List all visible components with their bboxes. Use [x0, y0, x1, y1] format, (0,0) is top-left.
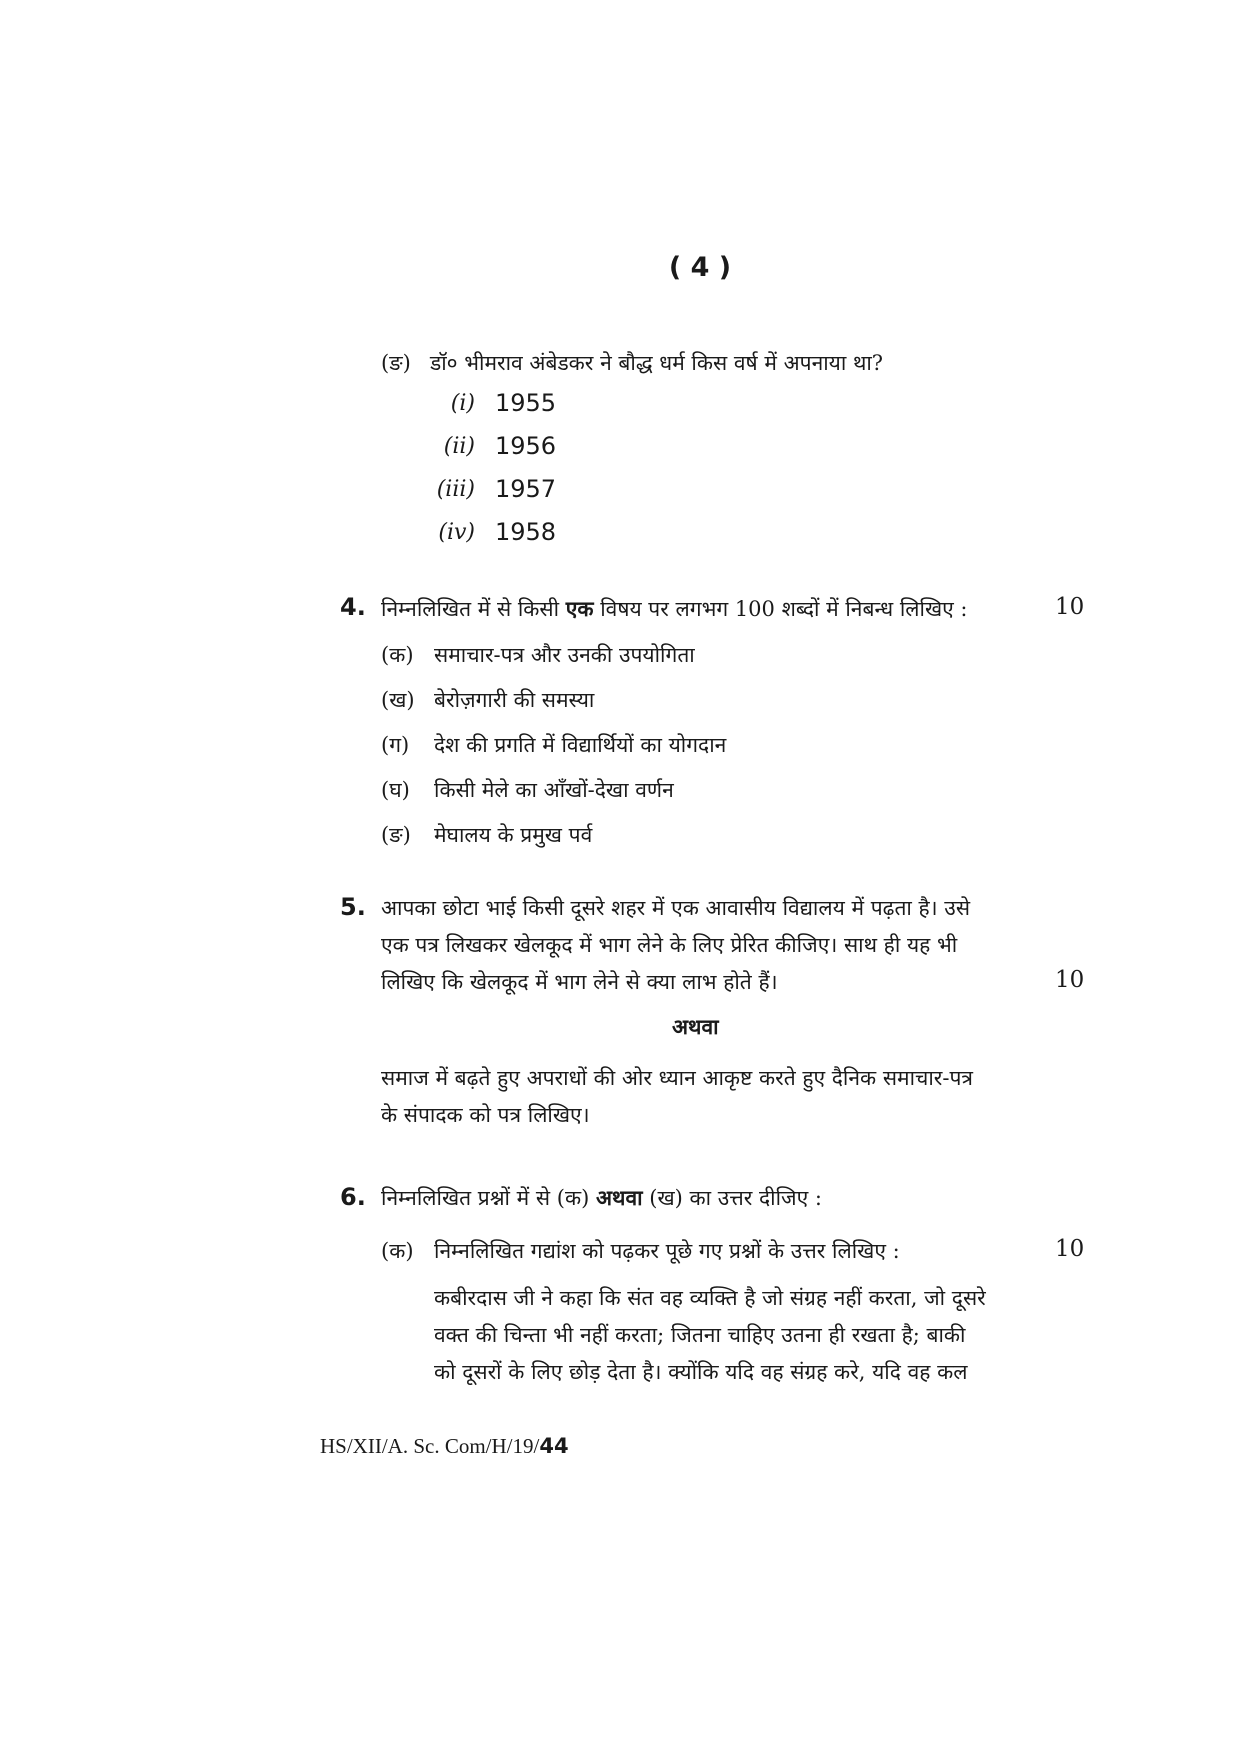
q4-item-label: (घ) — [381, 778, 410, 802]
q4-question — [381, 594, 968, 624]
q6a-marks: 10 — [1055, 1236, 1085, 1262]
q3e-option-label: (iv) — [438, 520, 475, 545]
q4-marks: 10 — [1055, 594, 1085, 620]
paper-code-number: 44 — [539, 1434, 569, 1458]
q6-text-2: (ख) का उत्तर दीजिए : — [649, 1186, 822, 1210]
q3e-option-label: (ii) — [443, 434, 475, 459]
q6a-label: (क) — [381, 1239, 414, 1263]
q3e-option-value: 1958 — [495, 518, 557, 546]
q4-item-label: (ख) — [381, 688, 415, 712]
q4-item-text: समाचार-पत्र और उनकी उपयोगिता — [434, 643, 695, 667]
q6-text-bold: अथवा — [595, 1185, 643, 1210]
q5-alt-line: समाज में बढ़ते हुए अपराधों की ओर ध्यान आकृष्ट करते हुए दैनिक समाचार-पत्र — [381, 1066, 973, 1090]
q4-text-before: निम्नलिखित में से किसी — [381, 597, 560, 621]
paper-code-text: HS/XII/A. Sc. Com/H/19/ — [320, 1434, 540, 1458]
q6a-passage-line: वक्त की चिन्ता भी नहीं करता; जितना चाहिए उतना ही रखता है; बाकी — [434, 1323, 966, 1347]
q3e-label: (ङ) — [381, 351, 411, 375]
q5-number: 5. — [340, 893, 366, 921]
q6a-passage-line: को दूसरों के लिए छोड़ देता है। क्योंकि यदि वह संग्रह करे, यदि वह कल — [434, 1360, 968, 1384]
q5-line: एक पत्र लिखकर खेलकूद में भाग लेने के लिए प्रेरित कीजिए। साथ ही यह भी — [381, 933, 958, 957]
paper-code — [320, 1434, 569, 1459]
q4-item-label: (क) — [381, 643, 414, 667]
q5-line: आपका छोटा भाई किसी दूसरे शहर में एक आवासीय विद्यालय में पढ़ता है। उसे — [381, 896, 971, 920]
q3e-option-value: 1955 — [495, 389, 557, 417]
q6-text-1: निम्नलिखित प्रश्नों में से (क) — [381, 1186, 590, 1210]
q5-line: लिखिए कि खेलकूद में भाग लेने से क्या लाभ होते हैं। — [381, 970, 778, 994]
q4-item-label: (ग) — [381, 733, 410, 757]
q6a-instruction: निम्नलिखित गद्यांश को पढ़कर पूछे गए प्रश्नों के उत्तर लिखिए : — [434, 1239, 900, 1263]
q3e-question: डॉ० भीमराव अंबेडकर ने बौद्ध धर्म किस वर्ष में अपनाया था? — [430, 351, 884, 375]
q4-item-text: बेरोज़गारी की समस्या — [434, 688, 595, 712]
q5-or-heading: अथवा — [672, 1014, 719, 1039]
q6-question — [381, 1183, 822, 1213]
q4-text-after: विषय पर लगभग 100 शब्दों में निबन्ध लिखिए : — [600, 597, 968, 621]
q5-marks: 10 — [1055, 967, 1085, 993]
q4-item-text: किसी मेले का आँखों-देखा वर्णन — [434, 778, 674, 802]
q4-text-bold: एक — [565, 596, 594, 621]
q6a-passage-line: कबीरदास जी ने कहा कि संत वह व्यक्ति है जो संग्रह नहीं करता, जो दूसरे — [434, 1286, 986, 1310]
q5-alt-line: के संपादक को पत्र लिखिए। — [381, 1103, 590, 1127]
page-number: ( 4 ) — [668, 252, 732, 283]
q6-number: 6. — [340, 1183, 366, 1211]
q3e-option-value: 1957 — [495, 475, 557, 503]
q3e-option-label: (iii) — [436, 477, 475, 502]
q4-item-text: देश की प्रगति में विद्यार्थियों का योगदान — [434, 733, 727, 757]
q4-item-label: (ङ) — [381, 823, 411, 847]
q4-number: 4. — [340, 593, 366, 621]
q4-item-text: मेघालय के प्रमुख पर्व — [434, 823, 593, 847]
q3e-option-value: 1956 — [495, 432, 557, 460]
q3e-option-label: (i) — [450, 391, 475, 416]
